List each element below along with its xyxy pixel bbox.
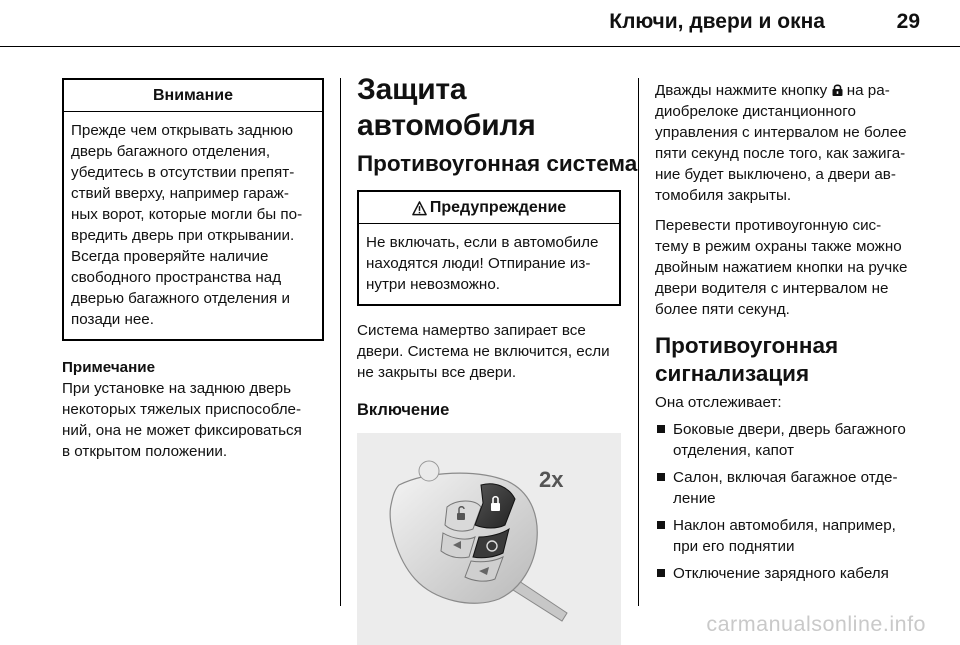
paragraph-line <box>655 80 923 101</box>
paragraph-line: более пяти секунд. <box>655 301 790 318</box>
header-rule <box>0 46 960 47</box>
column-divider-1 <box>340 78 341 606</box>
list-item <box>655 419 923 461</box>
paragraph-line: управления с интервалом не более <box>655 124 907 141</box>
attention-line: дверь багажного отделения, <box>71 143 271 160</box>
remote-key-image <box>357 433 621 645</box>
paragraph-text: Дважды нажмите кнопку <box>655 82 828 99</box>
attention-body <box>64 112 322 339</box>
note-line: некоторых тяжелых приспособле- <box>62 401 302 418</box>
attention-line: убедитесь в отсутствии препят- <box>71 164 295 181</box>
warning-title-row <box>359 192 619 224</box>
header-title: Ключи, двери и окна <box>609 10 825 33</box>
remote-key-illustration <box>357 433 621 645</box>
bullet-square-icon <box>657 521 665 529</box>
bullet-square-icon <box>657 569 665 577</box>
paragraph-line: Перевести противоугонную сис- <box>655 217 882 234</box>
watermark: carmanualsonline.info <box>706 612 926 636</box>
alarm-heading <box>655 332 923 388</box>
system-paragraph <box>357 320 621 383</box>
alarm-heading-line: сигнализация <box>655 361 810 386</box>
monitors-intro: Она отслеживает: <box>655 394 782 411</box>
press-paragraph <box>655 80 923 206</box>
column-2 <box>357 72 638 645</box>
attention-line: ных ворот, которые могли бы по- <box>71 206 303 223</box>
paragraph-line: двери. Система не включится, если <box>357 343 610 360</box>
list-item <box>655 515 923 557</box>
paragraph-line: диобрелоке дистанционного <box>655 103 856 120</box>
list-item <box>655 467 923 509</box>
list-item-line: Салон, включая багажное отде- <box>673 469 898 486</box>
subsection-heading: Противоугонная система <box>357 151 638 176</box>
warning-body <box>359 224 619 304</box>
paragraph-line: тему в режим охраны также можно <box>655 238 902 255</box>
paragraph-line: пяти секунд после того, как зажига- <box>655 145 906 162</box>
attention-line: дверью багажного отделения и <box>71 290 290 307</box>
attention-line: Прежде чем открывать заднюю <box>71 122 293 139</box>
warning-line: нутри невозможно. <box>366 276 500 293</box>
paragraph-line: двери водителя с интервалом не <box>655 280 889 297</box>
lock-icon <box>832 84 843 96</box>
list-item-line: Отключение зарядного кабеля <box>673 565 889 582</box>
list-item-line: отделения, капот <box>673 442 794 459</box>
list-item-line: Наклон автомобиля, например, <box>673 517 896 534</box>
attention-line: Всегда проверяйте наличие <box>71 248 269 265</box>
attention-box <box>62 78 324 341</box>
warning-line: Не включать, если в автомобиле <box>366 234 599 251</box>
attention-line: позади нее. <box>71 311 154 328</box>
note-line: При установке на заднюю дверь <box>62 380 291 397</box>
paragraph-line: ние будет выключено, а двери ав- <box>655 166 896 183</box>
driver-door-paragraph <box>655 215 923 320</box>
warning-line: находятся люди! Отпирание из- <box>366 255 591 272</box>
warning-title: Предупреждение <box>429 199 567 216</box>
list-item-line: Боковые двери, дверь багажного <box>673 421 906 438</box>
paragraph-line: Система намертво запирает все <box>357 322 586 339</box>
list-item <box>655 563 923 584</box>
paragraph-line: томобиля закрыты. <box>655 187 792 204</box>
warning-box <box>357 190 621 306</box>
attention-line: ствий вверху, например гараж- <box>71 185 289 202</box>
paragraph-text: на ра- <box>846 82 890 99</box>
attention-line: свободного пространства над <box>71 269 282 286</box>
note-title: Примечание <box>62 359 156 376</box>
activation-heading: Включение <box>357 401 450 419</box>
paragraph-line: не закрыты все двери. <box>357 364 517 381</box>
attention-title: Внимание <box>64 80 322 112</box>
monitored-list <box>655 419 923 584</box>
page-number: 29 <box>896 10 920 33</box>
section-heading: Защита автомобиля <box>357 73 536 142</box>
column-1 <box>62 78 324 462</box>
column-divider-2 <box>638 78 639 606</box>
note-line: в открытом положении. <box>62 443 228 460</box>
warning-triangle-icon <box>412 201 427 216</box>
bullet-square-icon <box>657 473 665 481</box>
attention-line: вредить дверь при открывании. <box>71 227 295 244</box>
list-item-line: ление <box>673 490 716 507</box>
bullet-square-icon <box>657 425 665 433</box>
note-line: ний, она не может фиксироваться <box>62 422 302 439</box>
alarm-heading-line: Противоугонная <box>655 333 839 358</box>
list-item-line: при его поднятии <box>673 538 795 555</box>
note-block <box>62 357 324 462</box>
paragraph-line: двойным нажатием кнопки на ручке <box>655 259 908 276</box>
column-3 <box>655 80 923 590</box>
press-twice-label: 2x <box>539 467 564 492</box>
